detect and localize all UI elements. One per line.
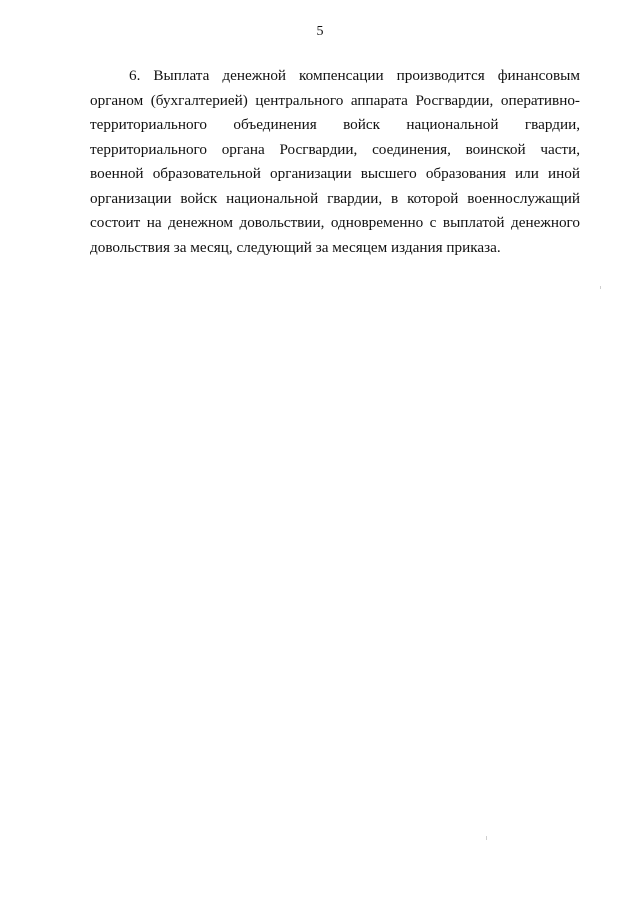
paragraph-line: органом (бухгалтерией) центрального аппарата Росгвардии, оперативно- [90, 91, 580, 109]
paragraph-line: военной образовательной организации высшего образования или иной [90, 165, 580, 182]
page-number: 5 [316, 24, 324, 39]
paragraph-line: состоит на денежном довольствии, одновременно с выплатой денежного [90, 214, 580, 231]
paragraph-line: территориального органа Росгвардии, соединения, воинской части, [90, 140, 580, 158]
paragraph-6 [90, 64, 580, 260]
paragraph-line: территориального объединения войск национальной гвардии, [90, 116, 580, 133]
paragraph-line: 6. Выплата денежной компенсации производится финансовым [129, 67, 580, 84]
paragraph-line: организации войск национальной гвардии, в которой военнослужащий [90, 189, 580, 207]
scan-artifact [486, 836, 487, 840]
paragraph-line: довольствия за месяц, следующий за месяцем издания приказа. [90, 238, 501, 256]
scan-artifact [600, 286, 601, 289]
